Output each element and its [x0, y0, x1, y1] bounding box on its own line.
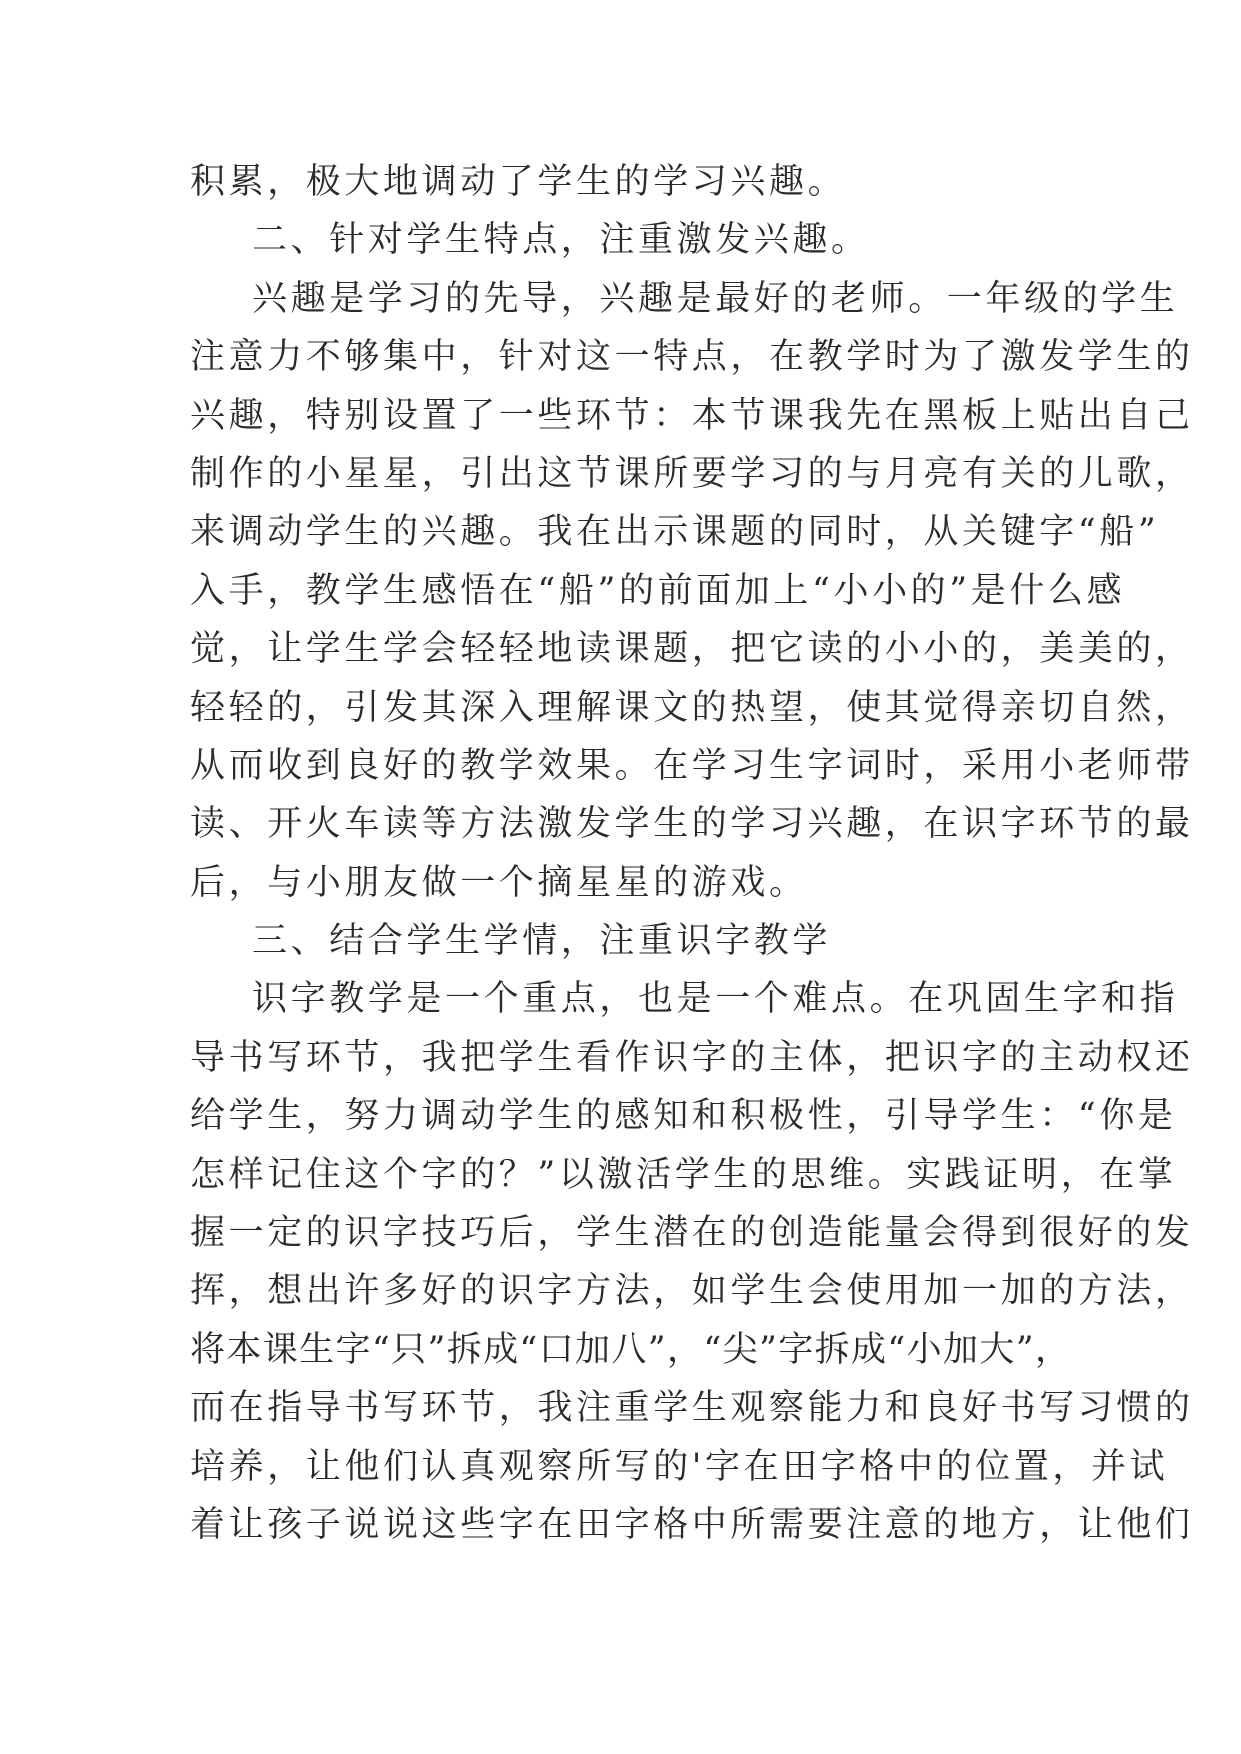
text-line: 识字教学是一个重点，也是一个难点。在巩固生字和指: [252, 979, 1179, 1020]
section-heading: 三、结合学生学情，注重识字教学: [252, 921, 832, 962]
text-line: 培养，让他们认真观察所写的'字在田字格中的位置，并试: [190, 1446, 1169, 1487]
text-line: 来调动学生的兴趣。我在出示课题的同时，从关键字“船”: [190, 512, 1160, 553]
text-line: 积累，极大地调动了学生的学习兴趣。: [190, 162, 847, 202]
text-line: 入手，教学生感悟在“船”的前面加上“小小的”是什么感: [190, 570, 1126, 611]
text-line: 从而收到良好的教学效果。在学习生字词时，采用小老师带: [190, 745, 1194, 786]
text-line: 觉，让学生学会轻轻地读课题，把它读的小小的，美美的，: [190, 629, 1194, 670]
text-line: 挥，想出许多好的识字方法，如学生会使用加一加的方法，: [190, 1271, 1194, 1312]
text-line: 将本课生字“只”拆成“口加八”，“尖”字拆成“小加大”，: [190, 1329, 1070, 1370]
text-line: 读、开火车读等方法激发学生的学习兴趣，在识字环节的最: [190, 804, 1194, 845]
text-line: 轻轻的，引发其深入理解课文的热望，使其觉得亲切自然，: [190, 687, 1194, 728]
text-line: 给学生，努力调动学生的感知和积极性，引导学生：“你是: [190, 1096, 1177, 1137]
body-text: [190, 153, 1194, 1554]
text-line: 兴趣，特别设置了一些环节：本节课我先在黑板上贴出自己: [190, 395, 1194, 436]
text-line: 兴趣是学习的先导，兴趣是最好的老师。一年级的学生: [252, 278, 1179, 319]
text-line: 后，与小朋友做一个摘星星的游戏。: [190, 862, 808, 903]
text-line: 怎样记住这个字的？”以激活学生的思维。实践证明，在掌: [190, 1154, 1177, 1195]
text-line: 注意力不够集中，针对这一特点，在教学时为了激发学生的: [190, 337, 1194, 378]
section-heading: 二、针对学生特点，注重激发兴趣。: [252, 220, 870, 261]
text-line: 制作的小星星，引出这节课所要学习的与月亮有关的儿歌，: [190, 453, 1194, 494]
text-line: 而在指导书写环节，我注重学生观察能力和良好书写习惯的: [190, 1388, 1194, 1429]
text-line: 着让孩子说说这些字在田字格中所需要注意的地方，让他们: [190, 1504, 1194, 1545]
text-line: 导书写环节，我把学生看作识字的主体，把识字的主动权还: [190, 1037, 1194, 1078]
text-line: 握一定的识字技巧后，学生潜在的创造能量会得到很好的发: [190, 1213, 1194, 1254]
